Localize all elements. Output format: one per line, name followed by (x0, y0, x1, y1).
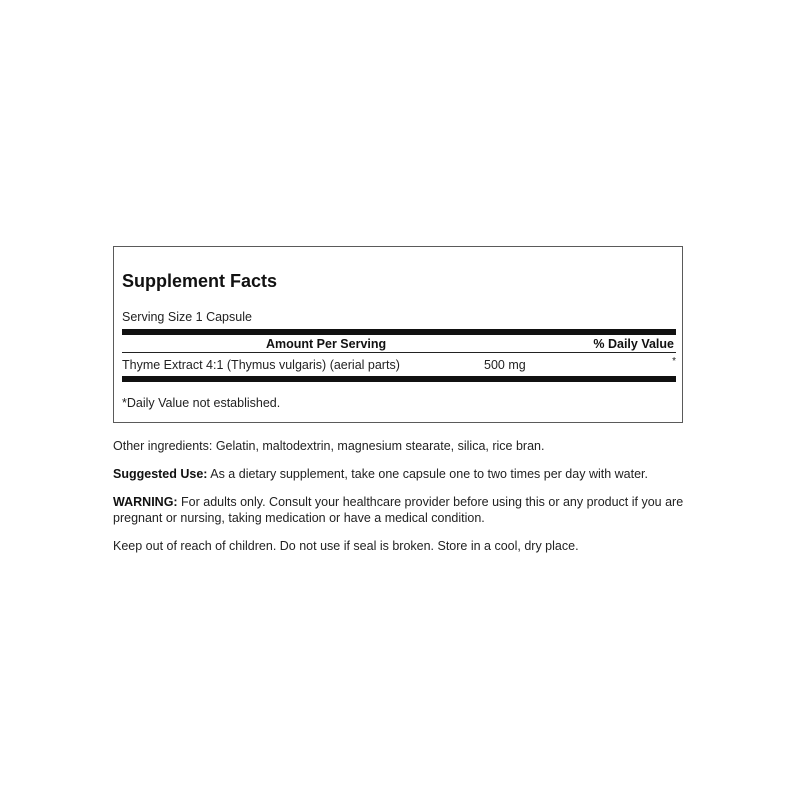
ingredient-name: Thyme Extract 4:1 (Thymus vulgaris) (aerial parts) (122, 358, 400, 372)
ingredient-daily-value: * (672, 356, 676, 367)
warning (113, 494, 693, 526)
suggested-use-label: Suggested Use: (113, 467, 208, 481)
other-ingredients: Other ingredients: Gelatin, maltodextrin, magnesium stearate, silica, rice bran. (113, 439, 545, 453)
warning-text: For adults only. Consult your healthcare provider before using this or any product if you are pregnant or nursing, taking medication or have a medical condition. (113, 495, 684, 525)
facts-table-header (122, 335, 676, 353)
warning-label: WARNING: (113, 495, 178, 509)
suggested-use-text: As a dietary supplement, take one capsule one to two times per day with water. (207, 467, 648, 481)
daily-value-footnote: *Daily Value not established. (122, 396, 281, 410)
facts-title: Supplement Facts (122, 271, 278, 291)
daily-value-header: % Daily Value (593, 337, 674, 351)
supplement-facts-panel (113, 246, 683, 423)
storage-instructions: Keep out of reach of children. Do not use if seal is broken. Store in a cool, dry place. (113, 539, 579, 553)
amount-per-serving-header: Amount Per Serving (266, 337, 387, 351)
serving-size: Serving Size 1 Capsule (122, 310, 252, 324)
thick-divider-bottom (122, 376, 676, 382)
ingredient-amount: 500 mg (484, 358, 526, 372)
table-row (122, 355, 676, 375)
suggested-use (113, 466, 693, 482)
